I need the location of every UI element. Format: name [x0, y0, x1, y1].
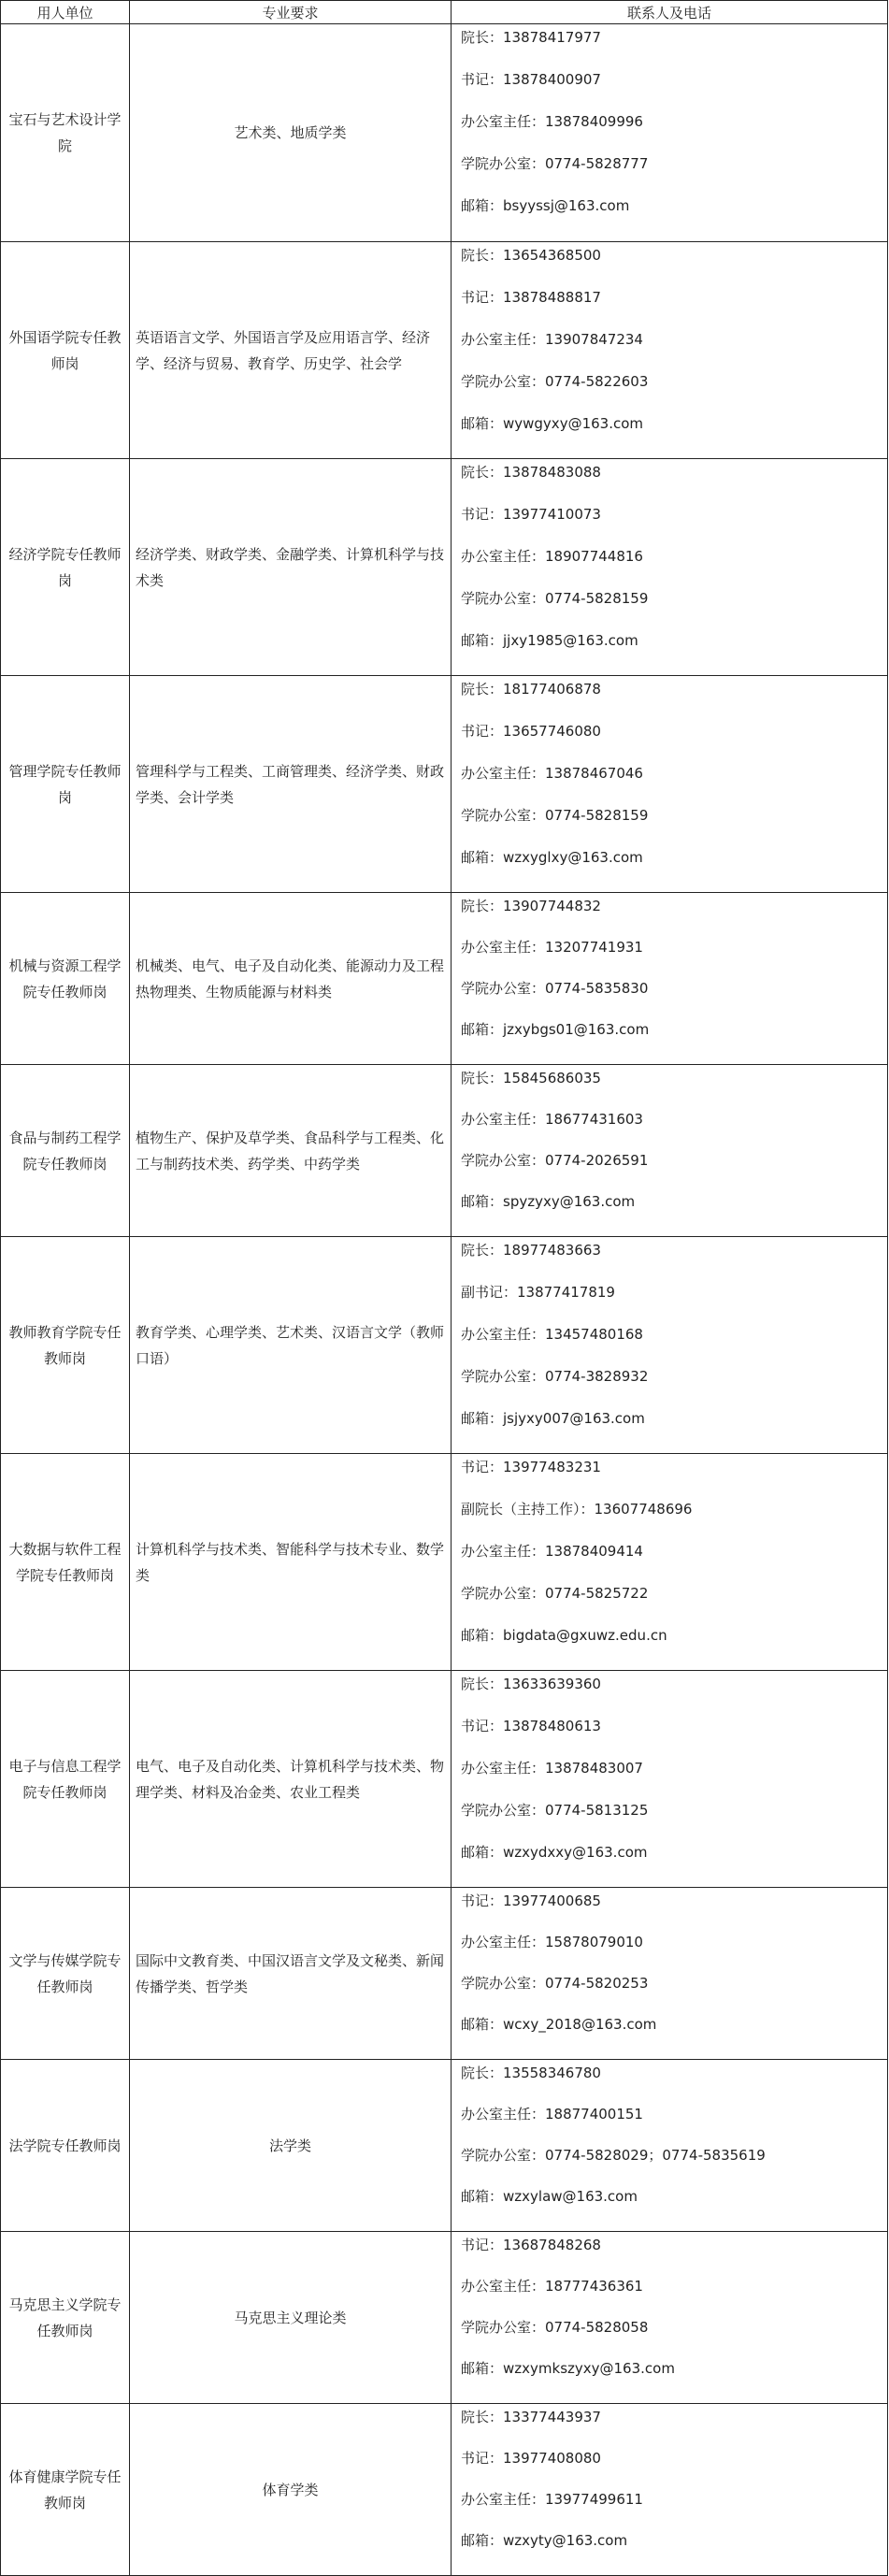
- contact-line: 办公室主任：13878467046: [461, 765, 643, 782]
- contacts-cell: [452, 242, 888, 459]
- contact-line: 院长：13558346780: [461, 2065, 601, 2081]
- contact-email: 邮箱：wcxy_2018@163.com: [461, 2016, 657, 2033]
- contact-email: 邮箱：wzxyty@163.com: [461, 2532, 628, 2549]
- contact-line: 办公室主任：13878409414: [461, 1543, 643, 1560]
- contact-line: 学院办公室：0774-5822603: [461, 373, 649, 390]
- contact-line: 办公室主任：15878079010: [461, 1934, 643, 1950]
- contact-line: 学院办公室：0774-5835830: [461, 980, 649, 997]
- table-row: [1, 893, 888, 1065]
- major-cell: 艺术类、地质学类: [130, 24, 452, 242]
- unit-cell: 大数据与软件工程学院专任教师岗: [1, 1454, 130, 1671]
- contact-line: 院长：13377443937: [461, 2409, 601, 2425]
- unit-cell: 文学与传媒学院专任教师岗: [1, 1888, 130, 2060]
- major-cell: 机械类、电气、电子及自动化类、能源动力及工程热物理类、生物质能源与材料类: [130, 893, 452, 1065]
- contact-line: 学院办公室：0774-5828029；0774-5835619: [461, 2147, 766, 2164]
- table-row: [1, 1671, 888, 1888]
- table-row: [1, 1454, 888, 1671]
- major-cell: 管理科学与工程类、工商管理类、经济学类、财政学类、会计学类: [130, 676, 452, 893]
- contact-line: 院长：13654368500: [461, 247, 601, 264]
- contacts-cell: [452, 1065, 888, 1237]
- major-cell: 经济学类、财政学类、金融学类、计算机科学与技术类: [130, 459, 452, 676]
- major-cell: 计算机科学与技术类、智能科学与技术专业、数学类: [130, 1454, 452, 1671]
- unit-cell: 电子与信息工程学院专任教师岗: [1, 1671, 130, 1888]
- contact-line: 学院办公室：0774-5828777: [461, 155, 649, 172]
- major-cell: 体育学类: [130, 2404, 452, 2576]
- contact-line: 办公室主任：13907847234: [461, 331, 643, 348]
- table-row: [1, 459, 888, 676]
- major-cell: 植物生产、保护及草学类、食品科学与工程类、化工与制药技术类、药学类、中药学类: [130, 1065, 452, 1237]
- unit-cell: 体育健康学院专任教师岗: [1, 2404, 130, 2576]
- contact-line: 办公室主任：18877400151: [461, 2106, 643, 2123]
- major-cell: 法学类: [130, 2060, 452, 2232]
- contacts-cell: [452, 24, 888, 242]
- contacts-cell: [452, 893, 888, 1065]
- contact-line: 书记：13977408080: [461, 2450, 601, 2467]
- table-row: [1, 676, 888, 893]
- contact-line: 办公室主任：13878483007: [461, 1760, 643, 1777]
- contact-line: 学院办公室：0774-5813125: [461, 1802, 649, 1819]
- unit-cell: 教师教育学院专任教师岗: [1, 1237, 130, 1454]
- contact-line: 副书记：13877417819: [461, 1284, 615, 1301]
- contact-line: 学院办公室：0774-5828159: [461, 590, 649, 607]
- table-row: [1, 1237, 888, 1454]
- contact-email: 邮箱：spyzyxy@163.com: [461, 1193, 636, 1210]
- unit-cell: 宝石与艺术设计学院: [1, 24, 130, 242]
- contacts-cell: [452, 1888, 888, 2060]
- table-row: [1, 1065, 888, 1237]
- contact-line: 学院办公室：0774-5820253: [461, 1975, 649, 1992]
- table-row: [1, 1888, 888, 2060]
- header-contacts: 联系人及电话: [452, 1, 888, 24]
- contact-line: 院长：13878417977: [461, 29, 601, 46]
- contact-line: 院长：13633639360: [461, 1676, 601, 1692]
- unit-cell: 食品与制药工程学院专任教师岗: [1, 1065, 130, 1237]
- contact-line: 书记：13878480613: [461, 1718, 601, 1734]
- major-cell: 英语语言文学、外国语言学及应用语言学、经济学、经济与贸易、教育学、历史学、社会学: [130, 242, 452, 459]
- contact-line: 学院办公室：0774-5825722: [461, 1585, 649, 1602]
- contact-line: 办公室主任：13457480168: [461, 1326, 643, 1343]
- contacts-cell: [452, 1454, 888, 1671]
- contact-line: 院长：15845686035: [461, 1070, 601, 1087]
- contact-email: 邮箱：jjxy1985@163.com: [461, 632, 638, 649]
- header-major: 专业要求: [130, 1, 452, 24]
- contact-line: 院长：18177406878: [461, 681, 601, 698]
- contact-line: 书记：13878400907: [461, 71, 601, 88]
- contact-line: 书记：13977400685: [461, 1892, 601, 1909]
- unit-cell: 管理学院专任教师岗: [1, 676, 130, 893]
- contact-line: 书记：13687848268: [461, 2237, 601, 2253]
- major-cell: 教育学类、心理学类、艺术类、汉语言文学（教师口语）: [130, 1237, 452, 1454]
- contact-line: 院长：18977483663: [461, 1242, 601, 1259]
- unit-cell: 外国语学院专任教师岗: [1, 242, 130, 459]
- unit-cell: 机械与资源工程学院专任教师岗: [1, 893, 130, 1065]
- contact-line: 办公室主任：13878409996: [461, 113, 643, 130]
- contact-line: 书记：13878488817: [461, 289, 601, 306]
- major-cell: 马克思主义理论类: [130, 2232, 452, 2404]
- contacts-cell: [452, 459, 888, 676]
- contact-email: 邮箱：jsjyxy007@163.com: [461, 1410, 645, 1427]
- contact-line: 书记：13977483231: [461, 1459, 601, 1475]
- contact-line: 办公室主任：18677431603: [461, 1111, 643, 1128]
- contact-line: 院长：13907744832: [461, 898, 601, 914]
- table-row: [1, 24, 888, 242]
- unit-cell: 法学院专任教师岗: [1, 2060, 130, 2232]
- table-body: [1, 24, 888, 2576]
- contact-line: 书记：13977410073: [461, 506, 601, 523]
- contact-line: 办公室主任：13207741931: [461, 939, 643, 956]
- table-row: [1, 242, 888, 459]
- unit-cell: 经济学院专任教师岗: [1, 459, 130, 676]
- contact-line: 学院办公室：0774-3828932: [461, 1368, 649, 1385]
- contact-email: 邮箱：bsyyssj@163.com: [461, 197, 630, 214]
- header-unit: 用人单位: [1, 1, 130, 24]
- unit-cell: 马克思主义学院专任教师岗: [1, 2232, 130, 2404]
- header-row: [1, 1, 888, 24]
- major-cell: 电气、电子及自动化类、计算机科学与技术类、物理学类、材料及冶金类、农业工程类: [130, 1671, 452, 1888]
- table-row: [1, 2404, 888, 2576]
- contact-line: 办公室主任：18907744816: [461, 548, 643, 565]
- contacts-cell: [452, 676, 888, 893]
- contact-email: 邮箱：wzxylaw@163.com: [461, 2188, 638, 2205]
- contact-line: 书记：13657746080: [461, 723, 601, 740]
- contact-line: 学院办公室：0774-5828058: [461, 2319, 649, 2336]
- contacts-cell: [452, 2404, 888, 2576]
- contact-line: 办公室主任：18777436361: [461, 2278, 643, 2295]
- contact-line: 院长：13878483088: [461, 464, 601, 481]
- contact-line: 副院长（主持工作）：13607748696: [461, 1501, 693, 1518]
- contact-line: 学院办公室：0774-2026591: [461, 1152, 649, 1169]
- contact-email: 邮箱：wzxydxxy@163.com: [461, 1844, 648, 1861]
- contact-email: 邮箱：wzxymkszyxy@163.com: [461, 2360, 675, 2377]
- table-row: [1, 2232, 888, 2404]
- major-cell: 国际中文教育类、中国汉语言文学及文秘类、新闻传播学类、哲学类: [130, 1888, 452, 2060]
- contacts-cell: [452, 1671, 888, 1888]
- contact-line: 办公室主任：13977499611: [461, 2491, 643, 2508]
- contacts-cell: [452, 2232, 888, 2404]
- contacts-cell: [452, 1237, 888, 1454]
- table-row: [1, 2060, 888, 2232]
- contact-email: 邮箱：bigdata@gxuwz.edu.cn: [461, 1627, 667, 1644]
- contact-email: 邮箱：wzxyglxy@163.com: [461, 849, 643, 866]
- contact-line: 学院办公室：0774-5828159: [461, 807, 649, 824]
- contact-email: 邮箱：jzxybgs01@163.com: [461, 1021, 650, 1038]
- contacts-cell: [452, 2060, 888, 2232]
- contact-email: 邮箱：wywgyxy@163.com: [461, 415, 644, 432]
